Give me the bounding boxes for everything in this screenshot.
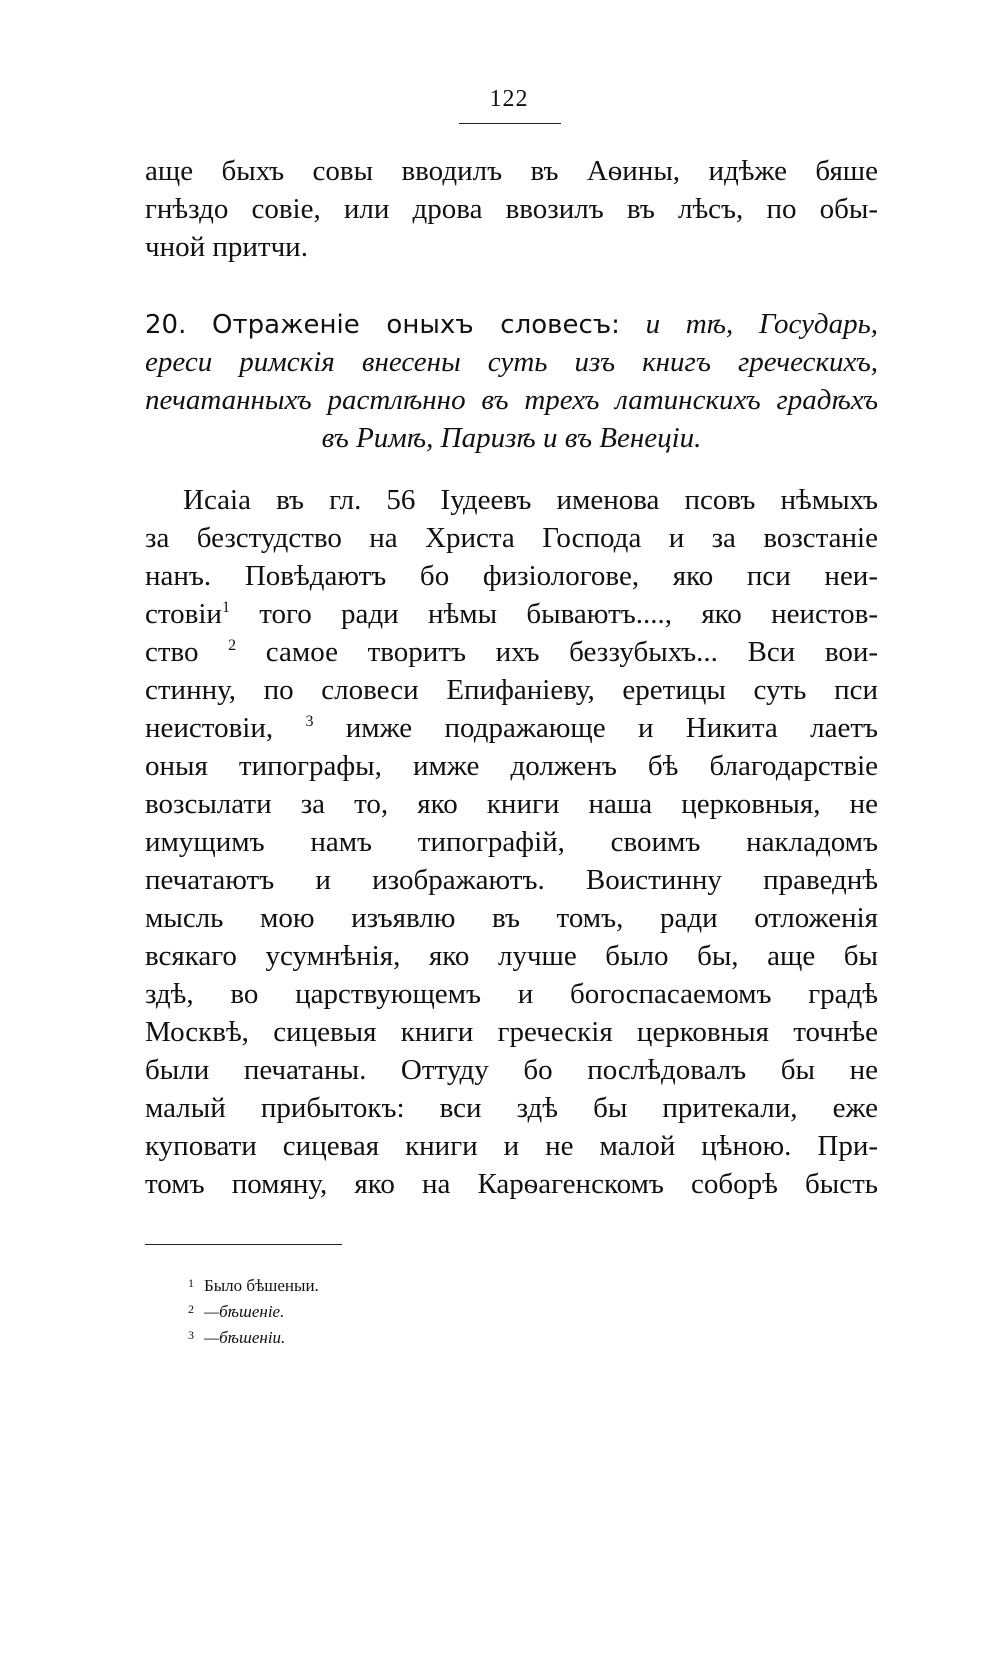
footnote-text: —бѣшеніи. <box>204 1328 286 1347</box>
footnote-mark: 3 <box>188 1328 194 1342</box>
section-title: Отраженіе оныхъ словесъ: <box>212 310 620 340</box>
footnote <box>188 1270 588 1296</box>
text-segment: ство <box>145 636 199 668</box>
page-number-rule <box>459 123 561 124</box>
text-segment: имже подражающе и Никита лаетъ <box>345 712 879 744</box>
text-line: печатаютъ и изображаютъ. Воистинну праведнѣ <box>145 864 878 896</box>
footnote-ref: 3 <box>305 713 314 730</box>
text-segment: стовіи <box>145 598 222 630</box>
footnote-ref: 1 <box>221 599 230 616</box>
section-heading-line <box>145 305 878 343</box>
text-line: гнѣздо совіе, или дрова ввозилъ въ лѣсъ, по обы- <box>145 193 878 225</box>
text-line: всякаго усумнѣнія, яко лучше было бы, аще бы <box>145 940 878 972</box>
text-line: томъ помяну, яко на Карѳагенскомъ соборѣ бысть <box>145 1168 878 1200</box>
text-line: куповати сицевая книги и не малой цѣною. При- <box>145 1130 878 1162</box>
footnote-text: Было бѣшеныи. <box>204 1276 319 1295</box>
footnote-separator <box>145 1244 342 1245</box>
footnote-mark: 1 <box>188 1276 194 1290</box>
text-line: оныя типографы, имже долженъ бѣ благодарствіе <box>145 750 878 782</box>
section-quote-line: печатанныхъ растлѣнно въ трехъ латинскихъ градѣхъ <box>145 384 878 416</box>
section-number: 20. <box>145 310 187 340</box>
text-line: аще быхъ совы вводилъ въ Аѳины, идѣже бяше <box>145 155 878 187</box>
text-line: чной притчи. <box>145 231 308 263</box>
text-line: малый прибытокъ: вси здѣ бы притекали, еже <box>145 1092 878 1124</box>
text-line-with-note <box>145 633 878 671</box>
text-line: стинну, по словеси Епифаніеву, еретицы суть пси <box>145 674 878 706</box>
footnote-text: —бѣшеніе. <box>204 1302 285 1321</box>
footnote-ref: 2 <box>228 637 237 654</box>
text-line: мысль мою изъявлю въ томъ, ради отложенія <box>145 902 878 934</box>
text-line: имущимъ намъ типографій, своимъ накладомъ <box>145 826 878 858</box>
footnote <box>188 1322 588 1348</box>
footnote-mark: 2 <box>188 1302 194 1316</box>
body-paragraph <box>145 481 878 1203</box>
section-quote-line: ереси римскія внесены суть изъ книгъ греческихъ, <box>145 346 878 378</box>
section-quote-line: въ Римѣ, Паризѣ и въ Венеціи. <box>321 422 702 454</box>
text-segment: неистовіи, <box>145 712 274 744</box>
footnote <box>188 1296 588 1322</box>
text-segment: того ради нѣмы бываютъ...., яко неистов- <box>259 598 878 630</box>
section-quote-text: и тѣ, Государь, <box>645 308 879 340</box>
footnotes <box>188 1270 588 1348</box>
section-heading <box>145 305 878 457</box>
page-number: 122 <box>489 86 529 112</box>
text-line: возсылати за то, яко книги наша церковныя, не <box>145 788 878 820</box>
text-line: были печатаны. Оттуду бо послѣдовалъ бы не <box>145 1054 878 1086</box>
text-line-with-note <box>145 709 878 747</box>
text-line-with-note <box>145 595 878 633</box>
text-line: за безстудство на Христа Господа и за возстаніе <box>145 522 878 554</box>
text-segment: самое творитъ ихъ беззубыхъ... Вси вои- <box>265 636 878 668</box>
intro-paragraph <box>145 152 878 266</box>
text-line: Москвѣ, сицевыя книги греческія церковныя точнѣе <box>145 1016 878 1048</box>
text-line: нанъ. Повѣдаютъ бо физіологове, яко пси неи- <box>145 560 878 592</box>
text-line: здѣ, во царствующемъ и богоспасаемомъ градѣ <box>145 978 878 1010</box>
text-line: Исаіа въ гл. 56 Іудеевъ именова псовъ нѣмыхъ <box>183 484 878 516</box>
